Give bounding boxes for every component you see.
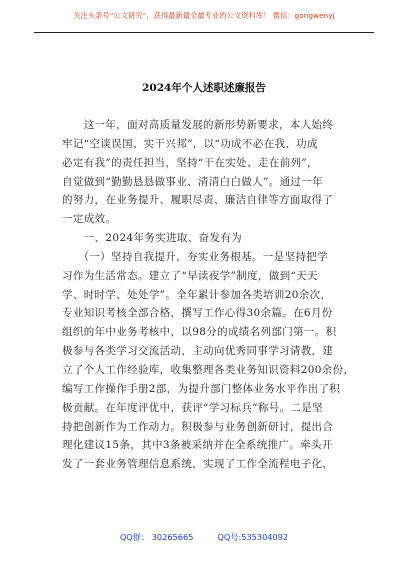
- body-text-line: 牢记“空谈误国、实干兴邦”，以“功成不必在我、功成: [62, 137, 318, 150]
- body-text-line: 编写工作操作手册2部，为提升部门整体业务水平作出了积: [62, 382, 341, 395]
- body-text-line: 专业知识考核全部合格，撰写工作心得30余篇。在6月份: [62, 307, 333, 320]
- header-divider: [34, 32, 374, 33]
- document-body: [62, 116, 355, 474]
- body-text-line: 自觉做到“勤勤恳恳做事业、清清白白做人”。通过一年: [62, 175, 323, 188]
- body-text-line: 组织的年中业务考核中，以98分的成绩名列部门第一。积: [62, 326, 337, 339]
- body-text-line: 立了个人工作经验库，收集整理各类业务知识资料200余份，: [62, 363, 355, 376]
- document-title: 2024年个人述职述廉报告: [142, 82, 266, 94]
- body-text-line: 发了一套业务管理信息系统，实现了工作全流程电子化，: [62, 458, 334, 471]
- body-text-line: 理化建议15条，其中3条被采纳并在全系统推广。牵头开: [62, 439, 333, 452]
- footer-contact: [0, 532, 408, 543]
- body-text-line: 一定成效。: [62, 213, 117, 226]
- body-text-line: 一、2024年务实进取、奋发有为: [62, 232, 243, 245]
- body-text-line: 极贡献。在年度评优中，获评“学习标兵”称号。二是坚: [62, 401, 323, 414]
- body-text-line: 这一年，面对高质量发展的新形势新要求，本人始终: [62, 119, 334, 131]
- footer-qq-group: QQ群： 30265665: [119, 532, 194, 542]
- body-text-line: （一）坚持自我提升，夯实业务根基。一是坚持把学: [62, 250, 328, 263]
- body-text-line: 习作为生活常态。建立了“早读夜学”制度，做到“天天: [62, 269, 318, 282]
- body-text-line: 的努力，在业务提升、履职尽责、廉洁自律等方面取得了: [62, 194, 334, 207]
- body-text-line: 必定有我”的责任担当，坚持“干在实处、走在前列”，: [62, 156, 318, 169]
- body-text-line: 学、时时学、处处学”。全年累计参加各类培训20余次，: [62, 288, 332, 301]
- header-note: 关注头条号“公文研究”，获得最新最全最专业的公文资料库！ 微信：gongwenyj: [73, 11, 335, 20]
- body-text-line: 极参与各类学习交流活动，主动向优秀同事学习请教，建: [62, 345, 334, 358]
- footer-qq-number: QQ号:535304092: [217, 532, 289, 542]
- body-text-line: 持把创新作为工作动力。积极参与业务创新研讨，提出合: [62, 420, 334, 433]
